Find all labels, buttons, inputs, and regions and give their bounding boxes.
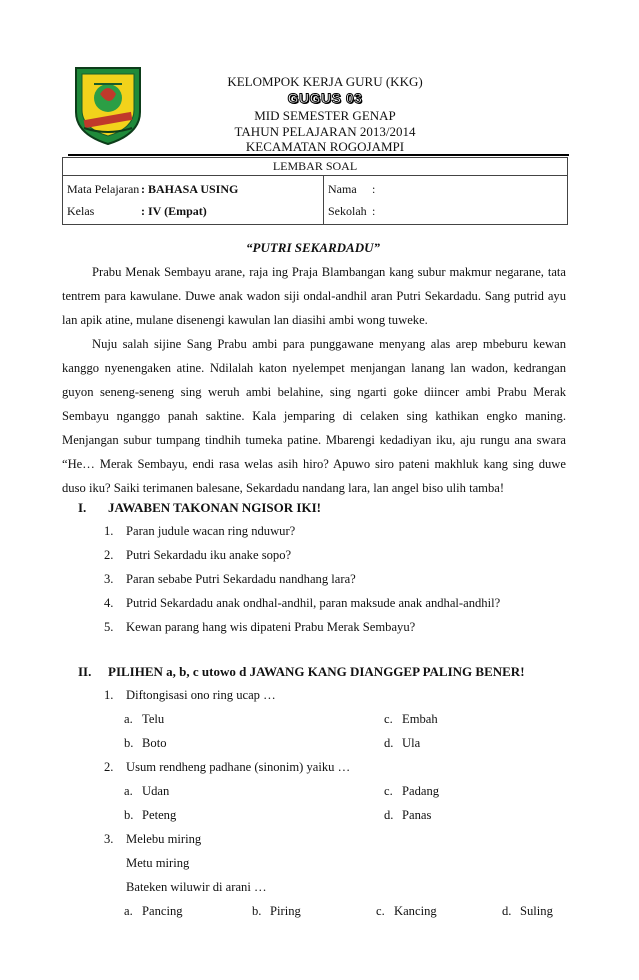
essay-question: 5. Kewan parang hang wis dipateni Prabu Merak Sembayu? [104,620,416,634]
header-kkg: KELOMPOK KERJA GURU (KKG) [227,74,423,89]
essay-question: 2. Putri Sekardadu iku anake sopo? [104,548,292,562]
section-2-heading [78,664,525,680]
mc-option: b. Peteng [124,808,177,822]
mc-option: b. Piring [252,904,301,918]
mc-option: d. Suling [502,904,553,918]
mc-question-3-line-2: Metu miring [126,856,190,870]
info-table [62,157,568,225]
kelas-label: Kelas [67,203,95,218]
mc-option: c. Kancing [376,904,437,918]
essay-question: 1. Paran judule wacan ring nduwur? [104,524,296,538]
mc-question-3: 3. Melebu miring [104,832,202,846]
mapel-label: Mata Pelajaran [67,181,140,196]
mc-option: d. Ula [384,736,421,750]
essay-question: 4. Putrid Sekardadu anak ondhal-andhil, paran maksude anak andhal-andhil? [104,596,501,610]
header-mid-semester: MID SEMESTER GENAP [254,108,396,123]
mc-option: a. Udan [124,784,170,798]
section-1-number: I. [78,500,87,515]
mc-option: a. Telu [124,712,165,726]
mc-option: c. Embah [384,712,438,726]
mapel-value: : BAHASA USING [141,181,239,196]
mc-question-2: 2. Usum rendheng padhane (sinonim) yaiku … [104,760,351,774]
mc-option: b. Boto [124,736,167,750]
mc-option: a. Pancing [124,904,183,918]
mc-option: d. Panas [384,808,432,822]
header-tahun-pelajaran: TAHUN PELAJARAN 2013/2014 [234,124,416,139]
lembar-soal-heading: LEMBAR SOAL [63,158,568,176]
story-paragraph-1: Prabu Menak Sembayu arane, raja ing Praja Blambangan kang subur makmur negarane, tata tentrem para kawulane. Duwe anak wadon siji ondal-andhil aran Putri Sekardadu. Sang putrid ayu lan apik atine, mulane disenengi kawulan lan diasihi ambi wong tuweke. [62,265,566,327]
nama-label: Nama [328,181,357,196]
header-kecamatan: KECAMATAN ROGOJAMPI [245,139,405,154]
header-divider [68,154,569,156]
section-2-title: PILIHEN a, b, c utowo d JAWANG KANG DIANGGEP PALING BENER! [108,664,525,679]
mc-question-3-line-3: Bateken wiluwir di arani … [126,880,267,894]
nama-value: : [372,181,376,196]
sekolah-value: : [372,203,376,218]
mc-question-1: 1. Diftongisasi ono ring ucap … [104,688,276,702]
district-emblem-logo [70,64,146,146]
section-1-title: JAWABEN TAKONAN NGISOR IKI! [108,500,321,515]
essay-question: 3. Paran sebabe Putri Sekardadu nandhang lara? [104,572,356,586]
section-2-number: II. [78,664,92,679]
story-title: “PUTRI SEKARDADU” [246,240,380,255]
mc-option: c. Padang [384,784,440,798]
kelas-value: : IV (Empat) [141,203,207,218]
header-gugus: GUGUS 03 [287,90,363,106]
section-1-heading [78,500,321,516]
story-paragraph-2: Nuju salah sijine Sang Prabu ambi para punggawane menyang alas arep mbeburu kewan kanggo nyenengaken atine. Ndilalah katon nyelempet menjangan lanang lan wadon, kedrangan guyon seneng-seneng sing weruh ambi belahine, sing ngarti goke diincer ambi Prabu Merak Sembayu nganggo panah saktine. Kala jemparing di celaken sing kathikan engko maning. Menjangan subur tumpang tindhih tumeka patine. Mbarengi kedadiyan iku, aju rungu ana swara “He… Merak Sembayu, endi rasa welas asih hiro? Apuwo siro pateni makhluk kang sing duwe duso iku? Saiki terimanen balesane, Sekardadu nandang lara, lan angel biso ulih tamba! [62,337,566,495]
sekolah-label: Sekolah [328,203,367,218]
